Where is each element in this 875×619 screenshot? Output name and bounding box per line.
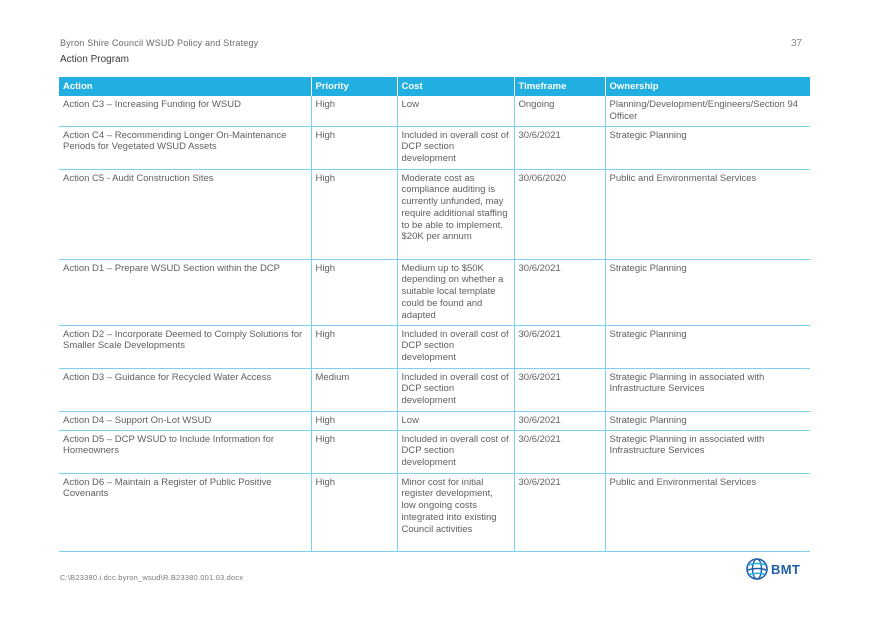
cell-cost: Minor cost for initial register development, low ongoing costs integrated into existing Council activities xyxy=(397,473,514,551)
cell-cost: Included in overall cost of DCP section development xyxy=(397,126,514,169)
cell-ownership: Strategic Planning xyxy=(605,325,810,368)
cell-priority: High xyxy=(311,430,397,473)
cell-ownership: Public and Environmental Services xyxy=(605,169,810,259)
cell-action: Action D4 – Support On-Lot WSUD xyxy=(59,411,311,430)
table-row xyxy=(59,473,810,551)
cell-timeframe: 30/6/2021 xyxy=(514,411,605,430)
cell-priority: High xyxy=(311,96,397,126)
cell-action: Action D5 – DCP WSUD to Include Information for Homeowners xyxy=(59,430,311,473)
cell-timeframe: Ongoing xyxy=(514,96,605,126)
cell-action: Action D6 – Maintain a Register of Public Positive Covenants xyxy=(59,473,311,551)
cell-ownership: Strategic Planning in associated with Infrastructure Services xyxy=(605,368,810,411)
cell-timeframe: 30/6/2021 xyxy=(514,126,605,169)
bmt-logo-text: BMT xyxy=(771,561,801,577)
cell-priority: High xyxy=(311,259,397,325)
column-header-priority: Priority xyxy=(311,77,397,96)
cell-cost: Low xyxy=(397,96,514,126)
cell-ownership: Strategic Planning xyxy=(605,411,810,430)
cell-ownership: Strategic Planning xyxy=(605,259,810,325)
cell-priority: Medium xyxy=(311,368,397,411)
cell-timeframe: 30/6/2021 xyxy=(514,368,605,411)
action-program-table xyxy=(59,77,810,552)
cell-ownership: Strategic Planning in associated with Infrastructure Services xyxy=(605,430,810,473)
table-row xyxy=(59,368,810,411)
cell-cost: Included in overall cost of DCP section development xyxy=(397,325,514,368)
section-title: Action Program xyxy=(60,54,129,65)
cell-cost: Included in overall cost of DCP section development xyxy=(397,430,514,473)
cell-cost: Medium up to $50K depending on whether a suitable local template could be found and adapted xyxy=(397,259,514,325)
column-header-timeframe: Timeframe xyxy=(514,77,605,96)
cell-timeframe: 30/6/2021 xyxy=(514,473,605,551)
cell-action: Action C3 – Increasing Funding for WSUD xyxy=(59,96,311,126)
table-row xyxy=(59,325,810,368)
cell-timeframe: 30/06/2020 xyxy=(514,169,605,259)
table-row xyxy=(59,259,810,325)
column-header-cost: Cost xyxy=(397,77,514,96)
cell-ownership: Strategic Planning xyxy=(605,126,810,169)
cell-priority: High xyxy=(311,169,397,259)
cell-action: Action D1 – Prepare WSUD Section within the DCP xyxy=(59,259,311,325)
cell-cost: Low xyxy=(397,411,514,430)
table-header-row xyxy=(59,77,810,96)
bmt-logo xyxy=(745,557,800,581)
table-row xyxy=(59,430,810,473)
table-row xyxy=(59,96,810,126)
cell-action: Action D3 – Guidance for Recycled Water Access xyxy=(59,368,311,411)
table-row xyxy=(59,169,810,259)
cell-ownership: Planning/Development/Engineers/Section 94 Officer xyxy=(605,96,810,126)
cell-priority: High xyxy=(311,325,397,368)
cell-action: Action D2 – Incorporate Deemed to Comply Solutions for Smaller Scale Developments xyxy=(59,325,311,368)
bmt-globe-icon xyxy=(745,557,769,581)
cell-ownership: Public and Environmental Services xyxy=(605,473,810,551)
cell-cost: Moderate cost as compliance auditing is currently unfunded, may require additional staffing to be able to implement. $20K per annum xyxy=(397,169,514,259)
document-title: Byron Shire Council WSUD Policy and Strategy xyxy=(60,38,259,48)
cell-timeframe: 30/6/2021 xyxy=(514,259,605,325)
column-header-ownership: Ownership xyxy=(605,77,810,96)
column-header-action: Action xyxy=(59,77,311,96)
cell-priority: High xyxy=(311,126,397,169)
cell-action: Action C5 - Audit Construction Sites xyxy=(59,169,311,259)
cell-timeframe: 30/6/2021 xyxy=(514,430,605,473)
cell-priority: High xyxy=(311,411,397,430)
footer-file-path: C:\B23380.i.dcc.byron_wsud\R.B23380.001.03.docx xyxy=(60,573,244,582)
cell-cost: Included in overall cost of DCP section development xyxy=(397,368,514,411)
cell-timeframe: 30/6/2021 xyxy=(514,325,605,368)
page-number: 37 xyxy=(791,38,803,49)
table-row xyxy=(59,411,810,430)
table-row xyxy=(59,126,810,169)
cell-action: Action C4 – Recommending Longer On-Maintenance Periods for Vegetated WSUD Assets xyxy=(59,126,311,169)
cell-priority: High xyxy=(311,473,397,551)
